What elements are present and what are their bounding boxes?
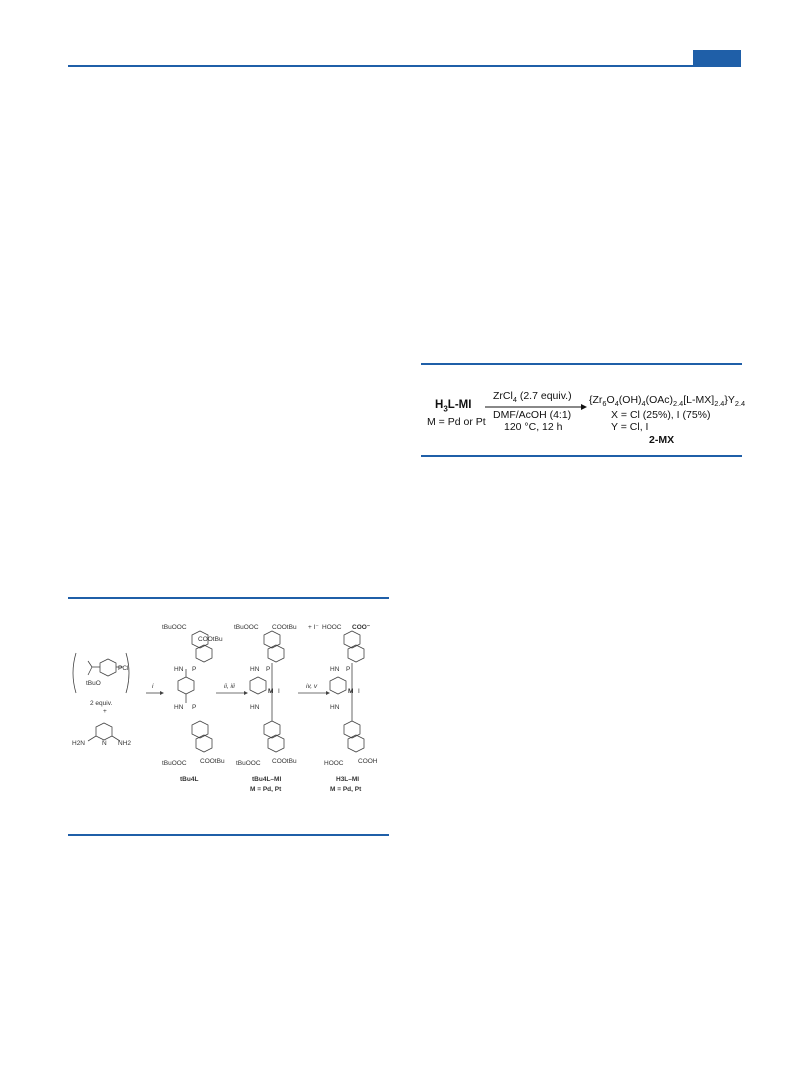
c2-ester-bot-right: COOtBu bbox=[272, 758, 297, 765]
step-3-label: iv, v bbox=[306, 683, 318, 690]
c3-metal: M bbox=[348, 688, 354, 695]
c1-label: tBu4L bbox=[180, 776, 199, 783]
tbuo-label: tBuO bbox=[86, 680, 101, 687]
product-line-3: Y = Cl, I bbox=[611, 421, 649, 433]
scheme-right-top-rule bbox=[421, 363, 742, 365]
c1-ester-bot-left: tBuOOC bbox=[162, 760, 187, 767]
c1-hn-bot: HN bbox=[174, 704, 184, 711]
c2-note: M = Pd, Pt bbox=[250, 786, 282, 793]
c2-hn-top: HN bbox=[250, 666, 260, 673]
c1-ester-top-left: tBuOOC bbox=[162, 624, 187, 631]
scheme-right-bottom-rule bbox=[421, 455, 742, 457]
c2-ester-top-left: tBuOOC bbox=[234, 624, 259, 631]
reactant-label: $H_3L-MI$ bbox=[435, 399, 472, 414]
c3-note: M = Pd, Pt bbox=[330, 786, 362, 793]
step-2-label: ii, iii bbox=[224, 683, 235, 690]
step-1-label: i bbox=[152, 683, 154, 690]
c2-label: tBu4L–MI bbox=[252, 776, 282, 783]
plus-sign: + bbox=[103, 708, 107, 715]
pcl-label: PCl bbox=[118, 665, 129, 672]
c2-ester-bot-left: tBuOOC bbox=[236, 760, 261, 767]
c2-ester-top-right: COOtBu bbox=[272, 624, 297, 631]
h2n-label: H2N bbox=[72, 740, 86, 747]
c1-hn-top: HN bbox=[174, 666, 184, 673]
c3-p-top: P bbox=[346, 666, 351, 673]
equiv-label: 2 equiv. bbox=[90, 700, 113, 707]
c2-metal: M bbox=[268, 688, 274, 695]
product-line-2: X = Cl (25%), I (75%) bbox=[611, 409, 711, 421]
c1-p-top: P bbox=[192, 666, 197, 673]
reagent-top: ZrCl$_4$ (2.7 equiv.) bbox=[493, 390, 572, 405]
c3-iodide: I bbox=[358, 688, 360, 695]
header-rule bbox=[68, 65, 741, 67]
c3-hn-bot: HN bbox=[330, 704, 340, 711]
c1-p-bot: P bbox=[192, 704, 197, 711]
c3-acid-bot-right: COOH bbox=[358, 758, 378, 765]
c3-acid-bot-left: HOOC bbox=[324, 760, 344, 767]
reagent-bottom-1: DMF/AcOH (4:1) bbox=[493, 409, 572, 421]
product-label: 2-MX bbox=[649, 434, 675, 446]
c2-p-top: P bbox=[266, 666, 271, 673]
c3-label: H3L–MI bbox=[336, 776, 360, 783]
reaction-scheme-drawing bbox=[68, 615, 389, 815]
pyridine-n-label: N bbox=[102, 740, 107, 747]
c3-hn-top: HN bbox=[330, 666, 340, 673]
c3-acid-top-left: HOOC bbox=[322, 624, 342, 631]
scheme-left-top-rule bbox=[68, 597, 389, 599]
c1-ester-top-right: COOtBu bbox=[198, 636, 223, 643]
c3-acid-top-right: COO⁻ bbox=[352, 624, 371, 631]
reagent-bottom-2: 120 °C, 12 h bbox=[504, 421, 563, 433]
c2-hn-bot: HN bbox=[250, 704, 260, 711]
header-tab bbox=[693, 50, 741, 66]
scheme-left-bottom-rule bbox=[68, 834, 389, 836]
c2-counterion: + I⁻ bbox=[308, 624, 319, 631]
c1-ester-bot-right: COOtBu bbox=[200, 758, 225, 765]
scheme-left bbox=[68, 597, 389, 837]
c2-iodide: I bbox=[278, 688, 280, 695]
nh2-label: NH2 bbox=[118, 740, 132, 747]
product-formula: $\{Zr_6O_4(OH)_4(OAc)_{2.4}[L-MX]_{2.4}\}Y_{2.4}$ bbox=[589, 394, 746, 409]
scheme-right bbox=[421, 363, 746, 458]
reactant-note: M = Pd or Pt bbox=[427, 416, 486, 428]
